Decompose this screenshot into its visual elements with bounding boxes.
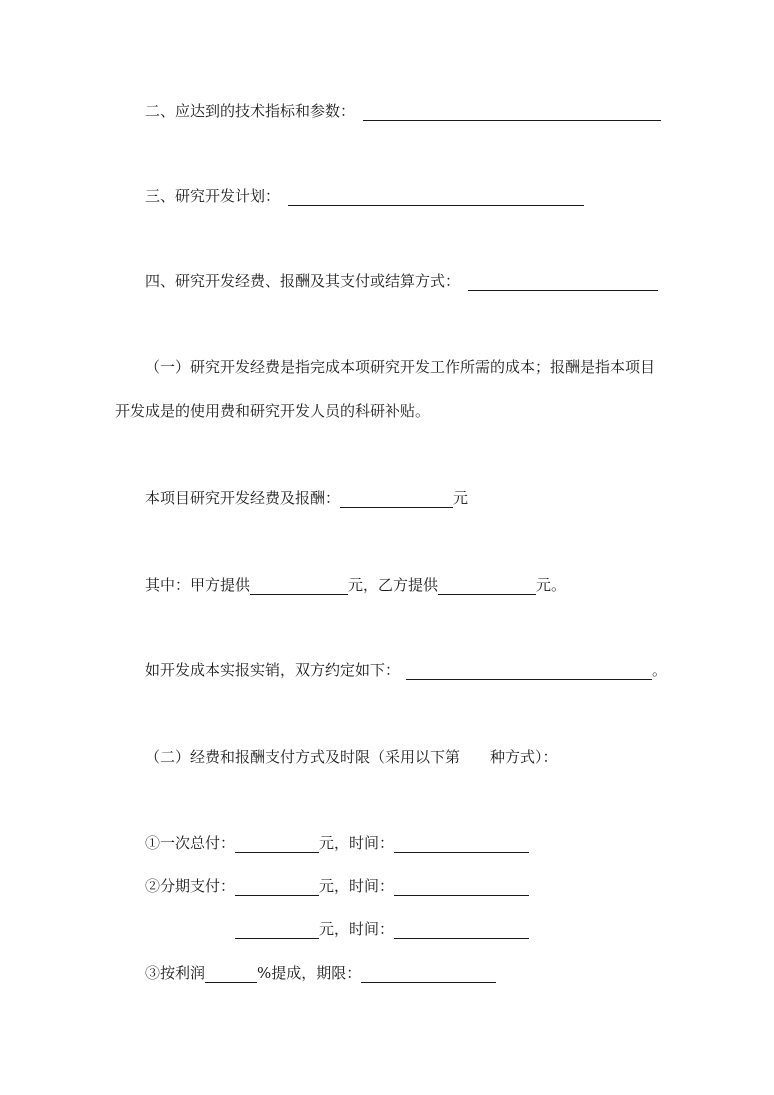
party-b-label: 元，乙方提供 bbox=[348, 576, 439, 594]
total-line bbox=[145, 488, 468, 508]
total-unit: 元 bbox=[453, 489, 469, 507]
installment-date-blank-2[interactable] bbox=[394, 919, 529, 939]
party-b-amount-blank[interactable] bbox=[438, 575, 536, 595]
clause-1-line-2: 开发成是的使用费和研究开发人员的科研补贴。 bbox=[115, 402, 431, 420]
lump-sum-amount-blank[interactable] bbox=[235, 833, 319, 853]
installment-unit-1: 元，时间： bbox=[319, 877, 395, 895]
clause-2-suffix: 种方式）： bbox=[490, 748, 558, 766]
option-profit-line bbox=[145, 963, 496, 983]
technical-indicators-blank[interactable] bbox=[363, 101, 661, 121]
party-a-amount-blank[interactable] bbox=[250, 575, 348, 595]
installment-amount-blank-2[interactable] bbox=[235, 919, 319, 939]
actual-cost-line bbox=[145, 660, 667, 680]
clause-2-prefix: （二）经费和报酬支付方式及时限（采用以下第 bbox=[145, 748, 461, 766]
section-4-line bbox=[145, 271, 658, 291]
actual-cost-label: 如开发成本实报实销，双方约定如下： bbox=[145, 661, 401, 679]
clause-1-line-1: （一）研究开发经费是指完成本项研究开发工作所需的成本；报酬是指本项目 bbox=[145, 358, 656, 376]
total-label: 本项目研究开发经费及报酬： bbox=[145, 489, 341, 507]
lump-sum-label: ①一次总付： bbox=[145, 834, 236, 852]
lump-sum-unit: 元，时间： bbox=[319, 834, 395, 852]
profit-term-blank[interactable] bbox=[361, 963, 496, 983]
profit-mid: %提成，期限： bbox=[257, 964, 362, 982]
actual-cost-agreement-blank[interactable] bbox=[406, 660, 652, 680]
split-suffix: 元。 bbox=[536, 576, 567, 594]
section-2-line bbox=[145, 101, 661, 121]
section-2-label: 二、应达到的技术指标和参数： bbox=[145, 102, 356, 120]
section-4-label: 四、研究开发经费、报酬及其支付或结算方式： bbox=[145, 272, 461, 290]
split-line bbox=[145, 575, 566, 595]
party-a-label: 其中：甲方提供 bbox=[145, 576, 251, 594]
profit-label: ③按利润 bbox=[145, 964, 206, 982]
actual-cost-suffix: 。 bbox=[652, 661, 668, 679]
installment-date-blank-1[interactable] bbox=[394, 876, 529, 896]
clause-2-line bbox=[145, 747, 558, 767]
installment-amount-blank-1[interactable] bbox=[235, 876, 319, 896]
section-3-line bbox=[145, 186, 584, 206]
payment-method-blank[interactable] bbox=[468, 271, 658, 291]
section-3-label: 三、研究开发计划： bbox=[145, 187, 281, 205]
option-installment-line-2 bbox=[235, 919, 529, 939]
lump-sum-date-blank[interactable] bbox=[394, 833, 529, 853]
option-installment-line bbox=[145, 876, 529, 896]
total-amount-blank[interactable] bbox=[340, 488, 453, 508]
profit-percent-blank[interactable] bbox=[205, 963, 257, 983]
installment-unit-2: 元，时间： bbox=[319, 920, 395, 938]
installment-label: ②分期支付： bbox=[145, 877, 236, 895]
option-lump-sum-line bbox=[145, 833, 529, 853]
development-plan-blank[interactable] bbox=[288, 186, 584, 206]
